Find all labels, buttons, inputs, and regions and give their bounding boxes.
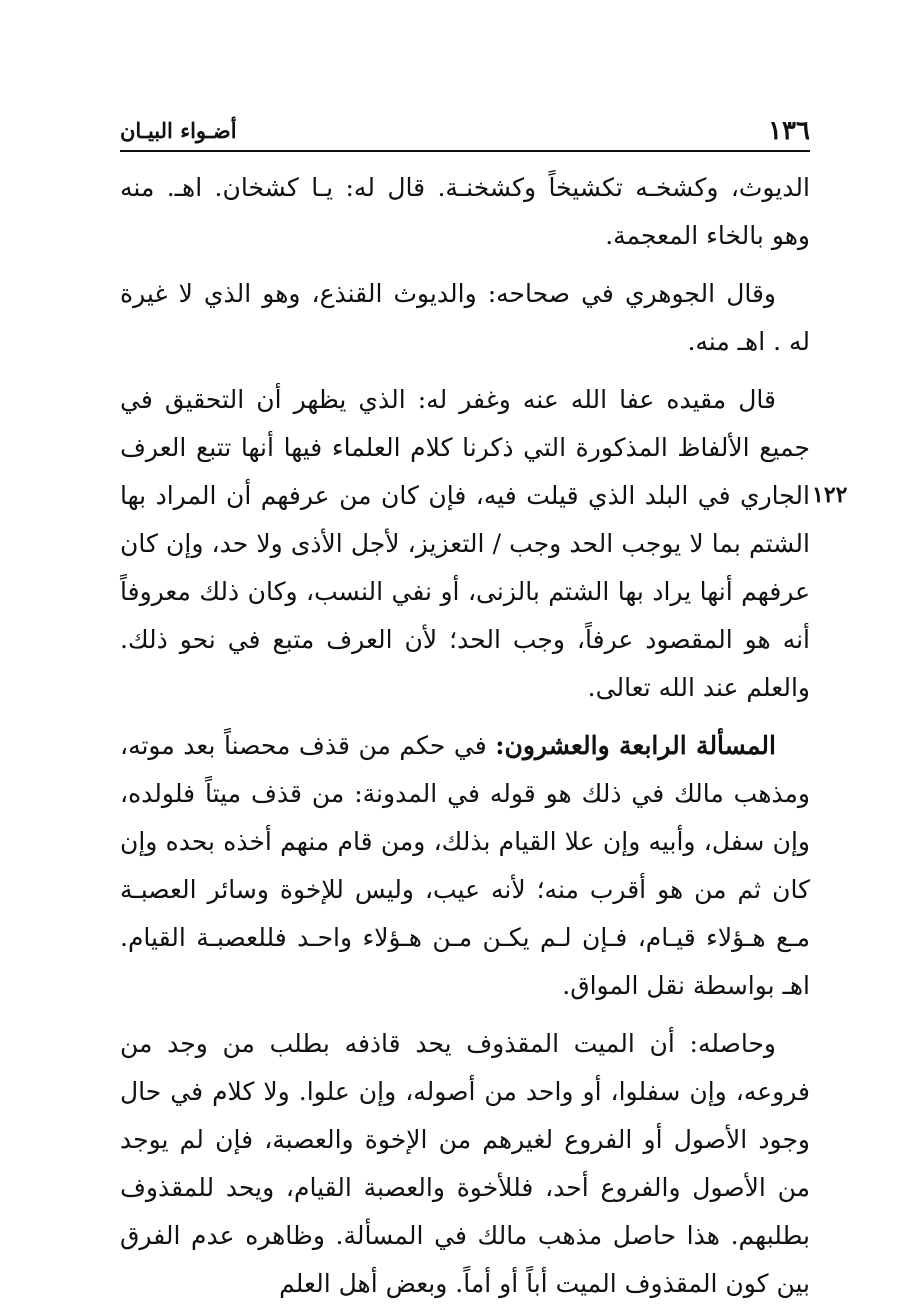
issue-text: في حكم من قذف محصناً بعد موته، ومذهب مالك في ذلك هو قوله في المدونة: من قذف ميتاً فلولده، وإن سفل، وأبيه وإن علا القيام بذلك، ومن قام منهم أخذه بحده وإن كان ثم من هو أقرب منه؛ لأنه عيب، وليس للإخوة وسائر العصبـة مـع هـؤلاء قيـام، فـإن لـم يكـن مـن هـؤلاء واحـد فللعصبـة القيام. اهـ بواسطة نقل المواق. [120, 731, 810, 1000]
issue-heading: المسألة الرابعة والعشرون: [495, 731, 776, 760]
running-header [120, 108, 810, 152]
paragraph-3: قال مقيده عفا الله عنه وغفر له: الذي يظهر أن التحقيق في جميع الألفاظ المذكورة التي ذكرنا كلام العلماء فيها أنها تتبع العرف الجاري في البلد الذي قيلت فيه، فإن كان من عرفهم أن المراد بها الشتم بما لا يوجب الحد وجب / التعزيز، لأجل الأذى ولا حد، وإن كان عرفهم أنها يراد بها الشتم بالزنى، أو نفي النسب، وكان ذلك معروفاً أنه هو المقصود عرفاً، وجب الحد؛ لأن العرف متبع في نحو ذلك. والعلم عند الله تعالى. [120, 385, 810, 702]
paragraph-5: وحاصله: أن الميت المقذوف يحد قاذفه بطلب من وجد من فروعه، وإن سفلوا، أو واحد من أصوله، وإن علوا. ولا كلام في حال وجود الأصول أو الفروع لغيرهم من الإخوة والعصبة، فإن لم يوجد من الأصول والفروع أحد، فللأخوة والعصبة القيام، ويحد للمقذوف بطلبهم. هذا حاصل مذهب مالك في المسألة. وظاهره عدم الفرق بين كون المقذوف الميت أباً أو أماً. وبعض أهل العلم [120, 1029, 810, 1298]
margin-page-reference: ١٢٢ [812, 482, 848, 508]
book-title: أضـواء البيـان [120, 118, 237, 143]
paragraph-4 [120, 722, 810, 1010]
book-page [120, 108, 810, 1298]
paragraph-1: الديوث، وكشخـه تكشيخاً وكشخنـة. قال له: يـا كشخان. اهـ. منه وهو بالخاء المعجمة. [120, 173, 810, 250]
body-text [120, 164, 810, 1308]
paragraph-2: وقال الجوهري في صحاحه: والديوث القنذع، وهو الذي لا غيرة له . اهـ منه. [120, 279, 810, 356]
page-number: ١٣٦ [768, 116, 810, 146]
